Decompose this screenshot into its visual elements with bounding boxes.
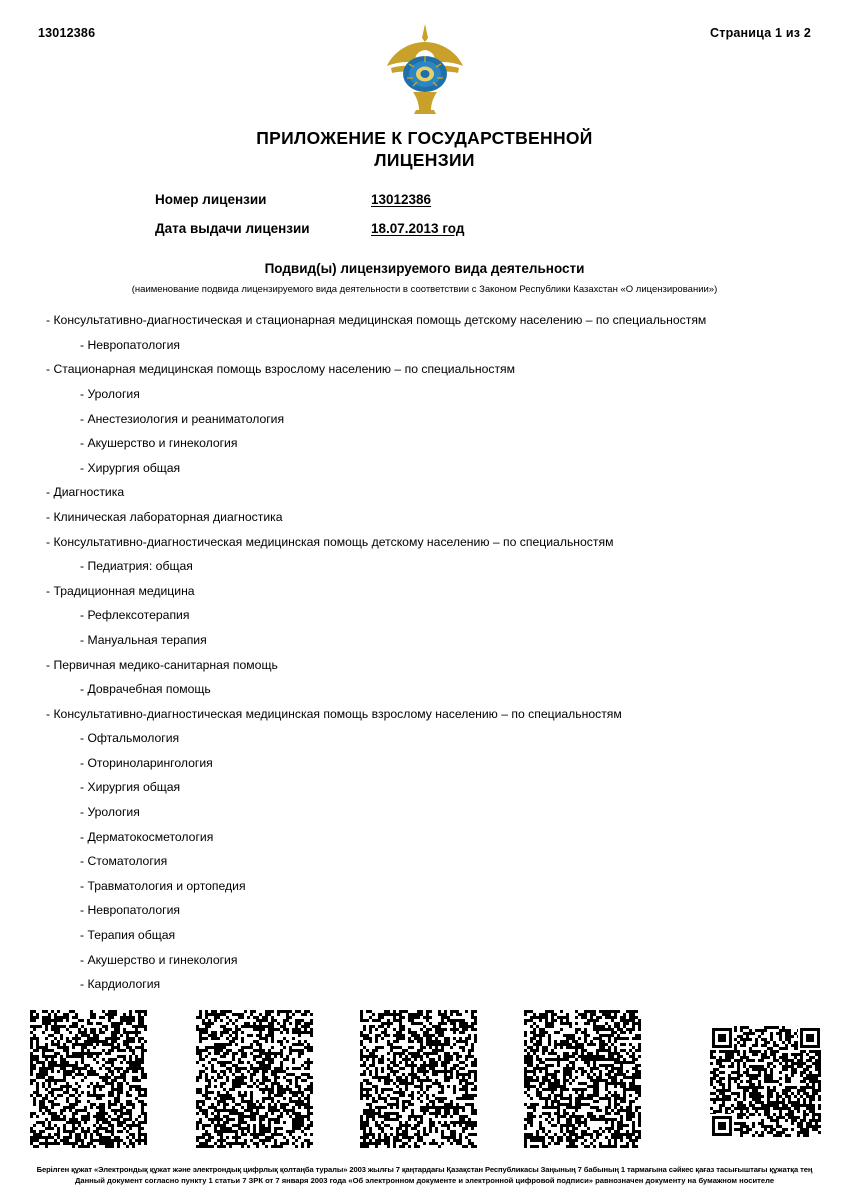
list-item: - Хирургия общая — [80, 780, 181, 795]
issue-date-value: 18.07.2013 год — [371, 221, 465, 236]
barcode-strip — [30, 1010, 820, 1152]
footer-line-ru: Данный документ согласно пункту 1 статьи 7 ЗРК от 7 января 2003 года «Об электронном документе и электронной цифровой подписи» равнозначен документу на бумажном носителе — [74, 1176, 775, 1185]
datamatrix-1 — [30, 1010, 148, 1148]
list-item: - Травматология и ортопедия — [80, 878, 246, 893]
list-item: - Кардиология — [80, 977, 161, 992]
list-item: - Диагностика — [46, 485, 125, 500]
list-item: - Рефлексотерапия — [80, 608, 190, 623]
list-item: - Педиатрия: общая — [80, 559, 193, 574]
list-item: - Консультативно-диагностическая и стационарная медицинская помощь детскому населению – по специальностям — [46, 313, 707, 328]
license-number-row — [0, 192, 849, 207]
list-item: - Акушерство и гинекология — [80, 952, 238, 967]
list-item: - Традиционная медицина — [46, 583, 195, 598]
list-item: - Дерматокосметология — [80, 829, 214, 844]
list-item: - Консультативно-диагностическая медицинская помощь взрослому населению – по специальностям — [46, 706, 622, 721]
document-footer — [0, 1164, 849, 1186]
subtype-note: (наименование подвида лицензируемого вида деятельности в соответствии с Законом Республики Казахстан «О лицензировании») — [131, 284, 718, 295]
subtype-heading: Подвид(ы) лицензируемого вида деятельности — [264, 261, 585, 276]
page-title-line-1: ПРИЛОЖЕНИЕ К ГОСУДАРСТВЕННОЙ — [256, 128, 593, 148]
activity-subtype-list — [0, 308, 849, 997]
emblem-container — [0, 22, 849, 114]
list-item: - Терапия общая — [80, 928, 176, 943]
license-number-label: Номер лицензии — [155, 192, 267, 207]
list-item: - Невропатология — [80, 337, 180, 352]
list-item: - Невропатология — [80, 903, 180, 918]
list-item: - Мануальная терапия — [80, 632, 207, 647]
footer-line-kz: Берілген құжат «Электрондық құжат және электрондық цифрлық қолтаңба туралы» 2003 жылғы 7 қаңтардағы Қазақстан Республикасы Заңының 7 бабының 1 тармағына сәйкес қағаз тасығыштағы құжатқа тең — [36, 1165, 813, 1174]
page-title — [0, 128, 849, 172]
list-item: - Анестезиология и реаниматология — [80, 411, 285, 426]
issue-date-row — [0, 221, 849, 236]
document-number: 13012386 — [38, 26, 96, 40]
list-item: - Доврачебная помощь — [80, 682, 211, 697]
page-title-line-2: ЛИЦЕНЗИИ — [374, 149, 475, 170]
list-item: - Оториноларингология — [80, 755, 213, 770]
license-fields — [0, 192, 849, 250]
datamatrix-2 — [196, 1010, 314, 1148]
issue-date-label: Дата выдачи лицензии — [155, 221, 310, 236]
list-item: - Первичная медико-санитарная помощь — [46, 657, 278, 672]
list-item: - Акушерство и гинекология — [80, 436, 238, 451]
list-item: - Клиническая лабораторная диагностика — [46, 509, 283, 524]
list-item: - Урология — [80, 805, 140, 820]
datamatrix-3 — [360, 1010, 478, 1148]
page-counter: Страница 1 из 2 — [710, 26, 811, 40]
list-item: - Стоматология — [80, 854, 168, 869]
list-item: - Консультативно-диагностическая медицинская помощь детскому населению – по специальностям — [46, 534, 614, 549]
kazakhstan-coat-of-arms-icon — [383, 22, 467, 114]
list-item: - Офтальмология — [80, 731, 180, 746]
qr-code — [710, 1026, 822, 1138]
datamatrix-4 — [524, 1010, 642, 1148]
list-item: - Стационарная медицинская помощь взрослому населению – по специальностям — [46, 362, 516, 377]
license-number-value: 13012386 — [371, 192, 432, 207]
list-item: - Хирургия общая — [80, 460, 181, 475]
list-item: - Урология — [80, 386, 140, 401]
